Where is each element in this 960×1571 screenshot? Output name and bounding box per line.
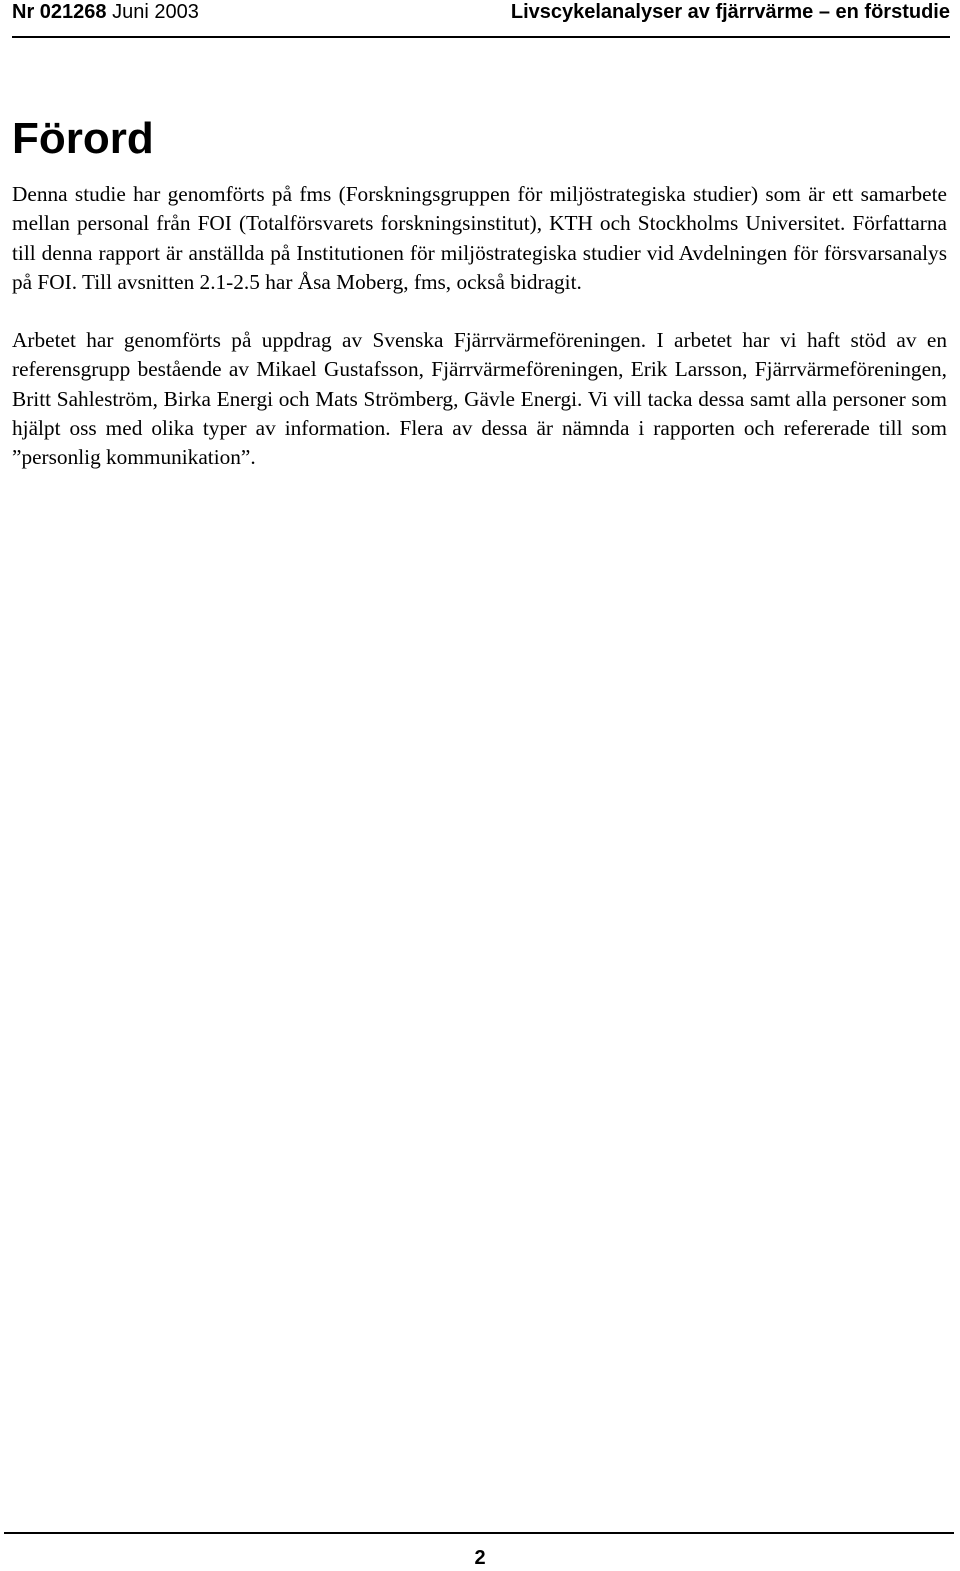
report-title: Livscykelanalyser av fjärrvärme – en förstudie [510,1,950,23]
footer-rule [4,1532,954,1534]
report-date: Juni 2003 [112,1,199,23]
report-number: Nr 021268 [12,1,107,23]
page-number: 2 [474,1547,486,1569]
header-left [12,0,199,24]
body-text [12,180,947,502]
page-title: Förord [12,114,154,163]
paragraph: Arbetet har genomförts på uppdrag av Svenska Fjärrvärmeföreningen. I arbetet har vi haft stöd av en referensgrupp bestående av Mikael Gustafsson, Fjärrvärmeföreningen, Erik Larsson, Fjärrvärmeföreningen, Britt Sahleström, Birka Energi och Mats Strömberg, Gävle Energi. Vi vill tacka dessa samt alla personer som hjälpt oss med olika typer av information. Flera av dessa är nämnda i rapporten och refererade till som ”personlig kommunikation”. [12,328,947,470]
paragraph: Denna studie har genomförts på fms (Forskningsgruppen för miljöstrategiska studier) som är ett samarbete mellan personal från FOI (Totalförsvarets forskningsinstitut), KTH och Stockholms Universitet. Författarna till denna rapport är anställda på Institutionen för miljöstrategiska studier vid Avdelningen för försvarsanalys på FOI. Till avsnitten 2.1-2.5 har Åsa Moberg, fms, också bidragit. [12,182,947,294]
page-header [12,0,950,38]
